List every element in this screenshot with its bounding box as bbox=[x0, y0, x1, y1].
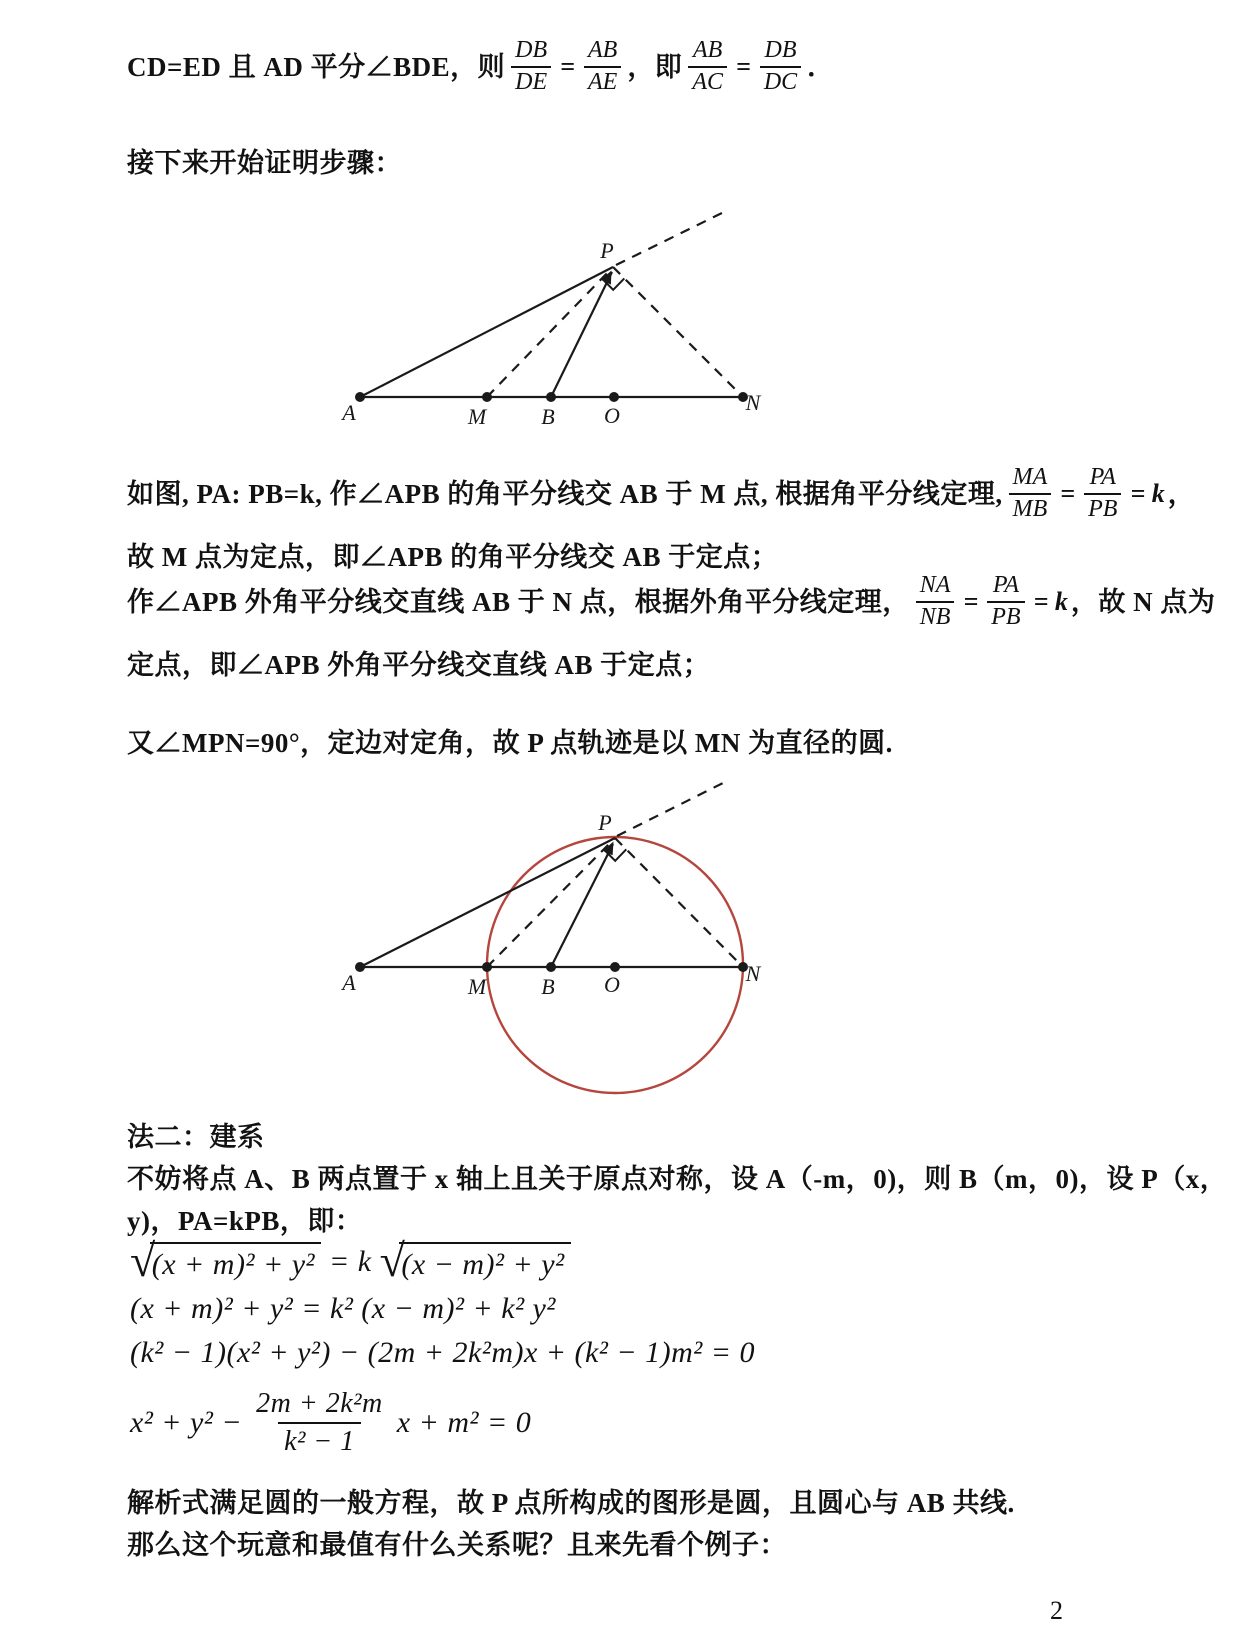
point-B bbox=[546, 392, 556, 402]
dashed-PN bbox=[613, 267, 743, 397]
fraction-na-nb: $\frac{NA}{NB}$ bbox=[916, 572, 955, 631]
equation-squared: (x + m)² + y² = k² (x − m)² + k² y² bbox=[130, 1292, 556, 1325]
equals-sign: = bbox=[735, 52, 751, 81]
fraction-db-de: $\frac{DB}{DE}$ bbox=[511, 37, 551, 96]
external-bisector-line-2: 定点，即∠APB 外角平分线交直线 AB 于定点； bbox=[127, 650, 711, 680]
dashed-AP-extension bbox=[616, 212, 724, 265]
method2-setup-line-1: 不妨将点 A、B 两点置于 x 轴上且关于原点对称，设 A（-m，0)，则 B（m，0)，设 P（x， bbox=[127, 1164, 1228, 1194]
point-M bbox=[482, 962, 492, 972]
label-B: B bbox=[541, 404, 555, 424]
radical-sign: √ bbox=[130, 1235, 156, 1286]
equation-expanded: (k² − 1)(x² + y²) − (2m + 2k²m)x + (k² − 1)m² = 0 bbox=[130, 1336, 755, 1369]
figure-locus-circle bbox=[330, 768, 775, 1102]
method2-setup-line-2: y)，PA=kPB，即： bbox=[127, 1206, 363, 1236]
external-bisector-line-1 bbox=[127, 566, 1215, 638]
figure-angle-bisector bbox=[330, 192, 775, 424]
conclusion-line-1: 解析式满足圆的一般方程，故 P 点所构成的图形是圆，且圆心与 AB 共线. bbox=[127, 1488, 1015, 1518]
external-bisector-text-1: 作∠APB 外角平分线交直线 AB 于 N 点，根据外角平分线定理， bbox=[127, 587, 910, 617]
proof-intro-line: 接下来开始证明步骤： bbox=[127, 148, 402, 178]
equation-circle-post: x + m² = 0 bbox=[396, 1406, 532, 1439]
conclusion-line-2: 那么这个玩意和最值有什么关系呢？且来先看个例子： bbox=[127, 1530, 787, 1560]
equals-k: = k bbox=[329, 1245, 372, 1278]
bisector-line-2: 故 M 点为定点，即∠APB 的角平分线交 AB 于定点； bbox=[127, 542, 779, 572]
page-number: 2 bbox=[1050, 1596, 1063, 1625]
top-formula-text: CD=ED 且 AD 平分∠BDE，则 bbox=[127, 52, 506, 82]
mpn-right-angle-line: 又∠MPN=90°，定边对定角，故 P 点轨迹是以 MN 为直径的圆. bbox=[127, 728, 893, 758]
label-A: A bbox=[342, 970, 356, 995]
label-P: P bbox=[598, 810, 612, 835]
point-O bbox=[610, 962, 620, 972]
sqrt-left: √ (x + m)² + y² bbox=[130, 1242, 321, 1282]
fraction-ma-mb: $\frac{MA}{MB}$ bbox=[1009, 464, 1052, 523]
radical-sign: √ bbox=[379, 1235, 406, 1286]
label-B: B bbox=[541, 974, 555, 999]
equals-k: = k bbox=[1033, 587, 1068, 616]
equals-sign: = bbox=[560, 52, 575, 81]
label-P: P bbox=[600, 238, 614, 263]
top-formula-period: ． bbox=[807, 52, 835, 82]
point-A bbox=[355, 392, 365, 402]
equals-k: = k bbox=[1130, 479, 1165, 508]
method2-title: 法二：建系 bbox=[127, 1122, 265, 1152]
fraction-ab-ae: $\frac{AB}{AE}$ bbox=[584, 37, 621, 96]
equals-sign: = bbox=[1060, 479, 1076, 508]
segment-BP bbox=[551, 272, 612, 397]
fraction-coefficient: $\frac{\text{2m + 2k²m}}{\text{k² − 1}}$ bbox=[256, 1387, 383, 1457]
dashed-MP bbox=[487, 267, 613, 397]
external-bisector-text-2: ，故 N 点为 bbox=[1070, 587, 1216, 617]
label-M: M bbox=[467, 974, 487, 999]
dashed-AP-extension bbox=[617, 783, 723, 836]
label-A: A bbox=[342, 400, 356, 424]
equals-sign: = bbox=[963, 587, 979, 616]
label-O: O bbox=[604, 403, 620, 424]
sqrt-right: √ (x − m)² + y² bbox=[380, 1242, 571, 1282]
fraction-ab-ac: $\frac{AB}{AC}$ bbox=[688, 37, 727, 96]
fraction-pa-pb-2: $\frac{PA}{PB}$ bbox=[987, 572, 1024, 631]
label-O: O bbox=[604, 972, 620, 997]
fraction-pa-pb: $\frac{PA}{PB}$ bbox=[1084, 464, 1121, 523]
bisector-line-1 bbox=[127, 458, 1195, 530]
bisector-comma: ， bbox=[1167, 479, 1196, 509]
point-M bbox=[482, 392, 492, 402]
point-B bbox=[546, 962, 556, 972]
label-N: N bbox=[745, 961, 761, 986]
segment-BP bbox=[551, 844, 613, 967]
segment-AP bbox=[360, 267, 613, 397]
top-formula-mid: ，即 bbox=[627, 52, 683, 82]
equation-circle-pre: x² + y² − bbox=[130, 1406, 243, 1439]
equation-distance bbox=[130, 1234, 571, 1290]
equation-circle-form bbox=[130, 1384, 531, 1462]
point-A bbox=[355, 962, 365, 972]
top-formula-line bbox=[127, 34, 835, 100]
dashed-PN bbox=[615, 838, 743, 967]
dashed-MP bbox=[487, 838, 615, 967]
bisector-text-1: 如图, PA: PB=k, 作∠APB 的角平分线交 AB 于 M 点, 根据角平分线定理, bbox=[127, 479, 1003, 509]
point-O bbox=[609, 392, 619, 402]
label-M: M bbox=[467, 404, 487, 424]
fraction-db-dc: $\frac{DB}{DC}$ bbox=[760, 37, 801, 96]
label-N: N bbox=[745, 390, 761, 415]
